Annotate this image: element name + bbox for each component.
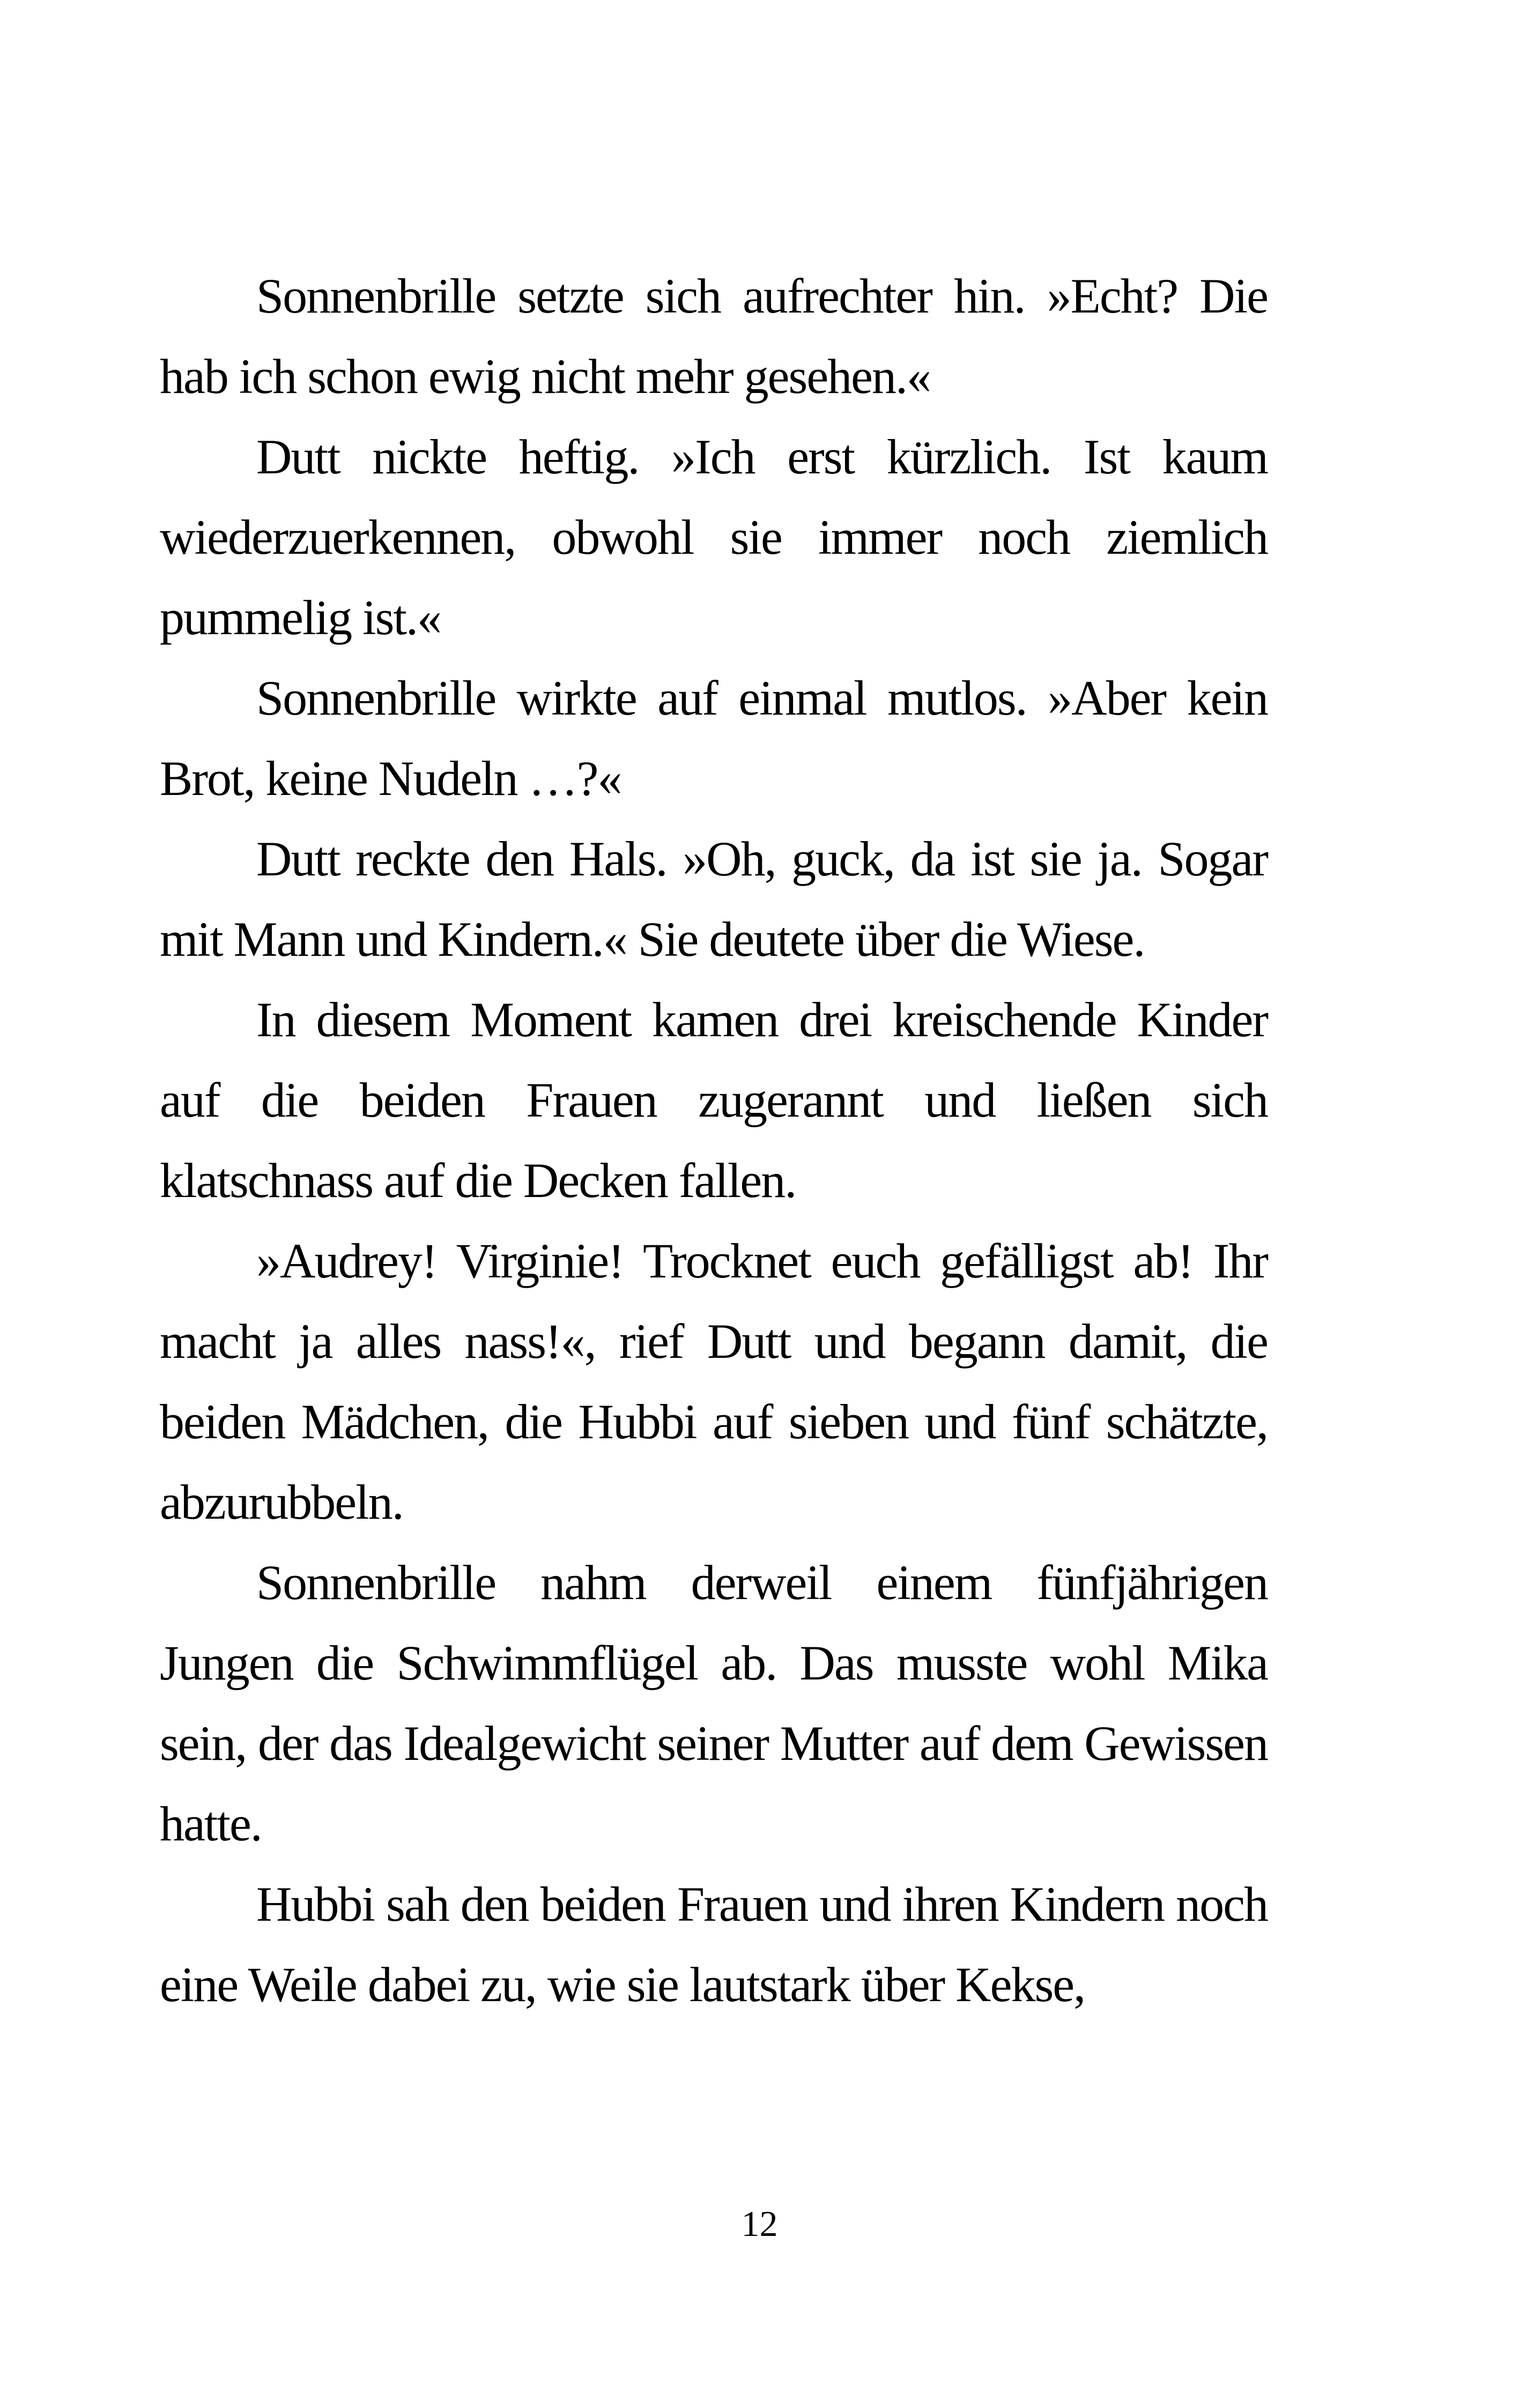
paragraph: Hubbi sah den beiden Frauen und ihren Kindern noch eine Weile dabei zu, wie sie lautstark über Kekse,: [160, 1877, 1268, 2012]
paragraph: Sonnenbrille nahm derweil einem fünfjährigen Jungen die Schwimmflügel ab. Das musste wohl Mika sein, der das Idealgewicht seiner Mutter auf dem Gewissen hatte.: [160, 1555, 1268, 1851]
paragraph: Dutt reckte den Hals. »Oh, guck, da ist sie ja. Sogar mit Mann und Kindern.« Sie deutete über die Wiese.: [160, 831, 1268, 967]
paragraph: »Audrey! Virginie! Trocknet euch gefälligst ab! Ihr macht ja alles nass!«, rief Dutt und begann damit, die beiden Mädchen, die Hubbi auf sieben und fünf schätzte, abzurubbeln.: [160, 1233, 1268, 1529]
paragraph: Sonnenbrille setzte sich aufrechter hin. »Echt? Die hab ich schon ewig nicht mehr gesehen.«: [160, 269, 1268, 404]
paragraph: Sonnenbrille wirkte auf einmal mutlos. »Aber kein Brot, keine Nudeln …?«: [160, 671, 1268, 806]
paragraph: In diesem Moment kamen drei kreischende Kinder auf die beiden Frauen zugerannt und ließen sich klatschnass auf die Decken fallen.: [160, 992, 1268, 1208]
paragraph: Dutt nickte heftig. »Ich erst kürzlich. Ist kaum wiederzuerkennen, obwohl sie immer noch ziemlich pummelig ist.«: [160, 429, 1268, 645]
body-text: [160, 256, 1268, 2025]
page-number: 12: [741, 2203, 778, 2244]
